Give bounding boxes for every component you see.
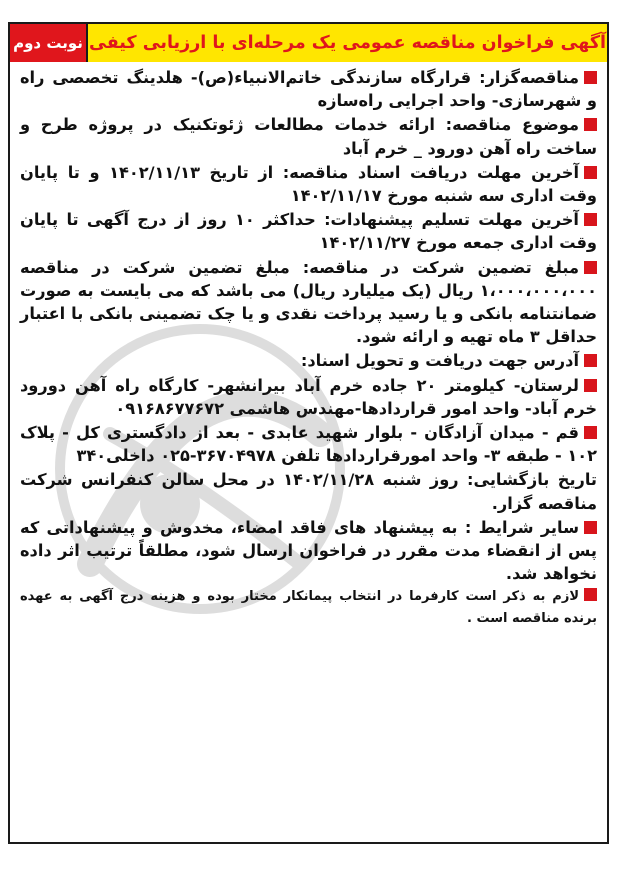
opening-date-item xyxy=(20,468,597,514)
item-text: حداکثر ۱۰ روز از درج آگهی تا پایان وقت اداری جمعه مورخ ۱۴۰۲/۱۱/۲۷ xyxy=(20,210,597,253)
subject-item xyxy=(20,113,597,159)
tender-organizer-item xyxy=(20,66,597,112)
item-text: لرستان- کیلومتر ۲۰ جاده خرم آباد بیرانشهر- کارگاه راه آهن دورود خرم آباد- واحد امور قراردادها-مهندس هاشمی ۰۹۱۶۸۶۷۷۶۷۲ xyxy=(20,375,597,418)
item-label: موضوع مناقصه: xyxy=(445,115,579,135)
turn-badge: نوبت دوم xyxy=(10,24,86,62)
bullet-square-icon xyxy=(584,166,597,179)
item-label: آخرین مهلت تسلیم پیشنهادات: xyxy=(324,210,579,230)
item-text: قرارگاه سازندگی خاتم‌الانبیاء(ص)- هلدینگ تخصصی راه و شهرسازی- واحد اجرایی راه‌سازه xyxy=(20,68,597,111)
bullet-square-icon xyxy=(584,71,597,84)
footnote-item xyxy=(20,586,597,630)
bullet-square-icon xyxy=(584,379,597,392)
advertisement-frame xyxy=(8,22,609,844)
item-label: تاریخ بازگشایی: xyxy=(467,470,597,490)
item-text: قم - میدان آزادگان - بلوار شهید عابدی - بعد از دادگستری کل - پلاک ۱۰۲ - طبقه ۳- واحد امورقراردادها تلفن ۳۶۷۰۴۹۷۸-۰۲۵ داخلی۳۴۰ xyxy=(20,423,597,466)
bullet-square-icon xyxy=(584,426,597,439)
item-text: روز شنبه ۱۴۰۲/۱۱/۲۸ در محل سالن کنفرانس شرکت مناقصه گزار. xyxy=(20,470,597,513)
item-label: مبلغ تضمین شرکت در مناقصه: xyxy=(302,257,580,277)
item-label: آخرین مهلت دریافت اسناد مناقصه: xyxy=(282,162,579,182)
bullet-square-icon xyxy=(584,118,597,131)
bullet-square-icon xyxy=(584,213,597,226)
ad-title: آگهی فراخوان مناقصه عمومی یک مرحله‌ای با ارزیابی کیفی xyxy=(86,24,607,62)
item-label: مناقصه‌گزار: xyxy=(479,68,580,87)
bullet-square-icon xyxy=(584,354,597,367)
ad-header xyxy=(10,24,607,62)
bullet-square-icon xyxy=(584,521,597,534)
item-text: ارائه خدمات مطالعات ژئوتکنیک در پروژه طرح و ساخت راه آهن دورود _ خرم آباد xyxy=(20,115,597,158)
item-text: مبلغ تضمین شرکت در مناقصه ۱،۰۰۰،۰۰۰،۰۰۰ ریال (یک میلیارد ریال) می باشد که می بایست به صورت ضمانتنامه بانکی و یا رسید پرداخت نقدی و یا چک تضمینی بانکی با اعتبار حداقل ۳ ماه تهیه و ارائه شود. xyxy=(20,257,597,347)
doc-deadline-item xyxy=(20,161,597,207)
other-terms-item xyxy=(20,516,597,586)
guarantee-item xyxy=(20,256,597,349)
qom-address-item xyxy=(20,421,597,467)
lorestan-address-item xyxy=(20,374,597,420)
bullet-square-icon xyxy=(584,588,597,601)
item-label: آدرس جهت دریافت و تحویل اسناد: xyxy=(300,351,579,371)
address-item xyxy=(20,349,597,372)
item-text: از تاریخ ۱۴۰۲/۱۱/۱۳ و تا پایان وقت اداری سه شنبه مورخ ۱۴۰۲/۱۱/۱۷ xyxy=(20,162,597,206)
footnote-text: لازم به ذکر است کارفرما در انتخاب پیمانکار مختار بوده و هزینه درج آگهی به عهده برنده مناقصه است . xyxy=(20,589,597,627)
item-label: سایر شرایط : xyxy=(464,517,579,537)
offer-deadline-item xyxy=(20,208,597,254)
ad-body xyxy=(20,66,597,631)
bullet-square-icon xyxy=(584,261,597,274)
item-text: به پیشنهاد های فاقد امضاء، مخدوش و پیشنهاداتی که پس از انقضاء مدت مقرر در فراخوان ارسال شود، مطلقاً ترتیب اثر داده نخواهد شد. xyxy=(20,517,597,584)
